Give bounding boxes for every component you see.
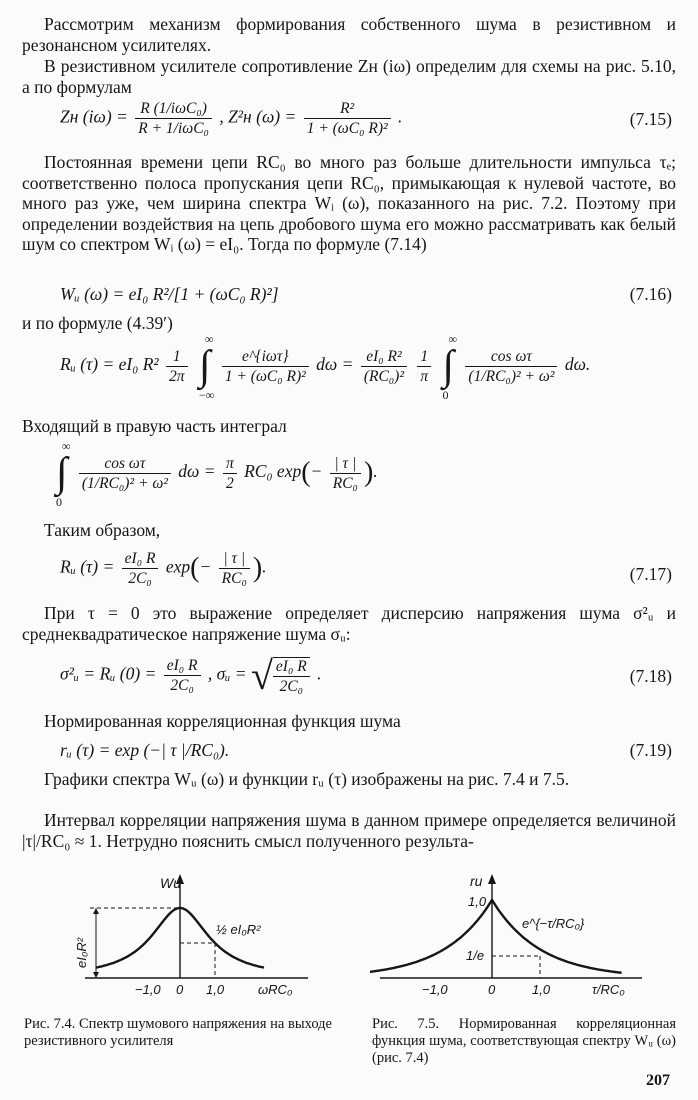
fraction — [273, 657, 310, 695]
minus-sign: − — [199, 556, 212, 577]
paragraph-correlation: Интервал корреляции напряжения шума в данном примере определяется величиной |τ|/RC₀ ≈ 1. Нетрудно пояснить смысл полученного результа- — [22, 810, 676, 851]
denominator: 2C₀ — [279, 677, 304, 695]
eq-end: dω. — [564, 354, 591, 375]
integral-upper: ∞ — [448, 332, 458, 346]
denominator: 2C₀ — [128, 570, 152, 587]
tick-label: 1,0 — [468, 894, 487, 909]
denominator: 1 + (ωC₀ R)² — [224, 367, 306, 385]
y-axis-label: ru — [470, 873, 483, 889]
fraction — [361, 348, 407, 385]
fraction — [417, 348, 431, 385]
y-axis-label: Wu — [160, 875, 181, 891]
denominator: 2C₀ — [170, 677, 194, 694]
paragraph-dispersion: При τ = 0 это выражение определяет дисперсию напряжения шума σ²ᵤ и среднеквадратическое напряжение шума σᵤ: — [22, 603, 676, 644]
integral-lower: −∞ — [198, 388, 215, 402]
denominator: 2 — [225, 474, 234, 492]
eq-mid: dω = — [178, 461, 216, 482]
page-number: 207 — [646, 1072, 670, 1089]
equation-7-17: Rᵤ (τ) = $\frac{\text{eI₀ R}}{\text{2C₀}}$ exp(− $\frac{| \tau |}{\text{RC₀}}$ ). — [60, 550, 267, 587]
correlation-curve — [370, 900, 622, 973]
eq-mid: dω = — [316, 354, 354, 375]
equation-7-18: σ²ᵤ = Rᵤ (0) = $\frac{\text{eI₀ R}}{\text{2C₀}}$ , σᵤ = √ $\frac{\text{eI₀ R}}{\text{2C₀}}$ . — [60, 653, 322, 698]
fraction — [304, 100, 391, 137]
equation-ru-integral — [60, 332, 591, 402]
integral-lower: 0 — [442, 388, 449, 402]
numerator: | τ | — [330, 455, 361, 474]
eq-lhs: Rᵤ (τ) = — [60, 556, 115, 577]
paragraph-time-constant: Постоянная времени цепи RC₀ во много раз больше длительности импульса τₑ; соответственно полоса пропускания цепи RC₀, примыкающая к нулевой частоте, во много раз уже, чем ширина спектра Wᵢ (ω), показанного на рис. 7.2. Поэтому при определении воздействия на цепь дробового шума его можно рассматривать как белый шум со спектром Wᵢ (ω) = eI₀. Тогда по формуле (7.14) — [22, 152, 676, 254]
tick-label: 0 — [488, 982, 496, 997]
fraction — [330, 455, 361, 492]
eq-lhs: σ²ᵤ = Rᵤ (0) = — [60, 663, 157, 684]
x-axis-label: τ/RC₀ — [592, 982, 625, 997]
tick-label: 1/e — [466, 948, 485, 963]
equation-number: (7.16) — [629, 284, 672, 304]
numerator: eI₀ R² — [361, 348, 407, 367]
numerator: 1 — [166, 348, 188, 367]
y-axis-arrow — [488, 874, 496, 884]
paragraph-intro: Рассмотрим механизм формирования собственного шума в резистивном и резонансном усилителях. — [22, 14, 676, 55]
numerator: cos ωτ — [79, 455, 171, 474]
fraction — [219, 550, 250, 587]
fraction — [223, 455, 237, 492]
numerator: e^{iωτ} — [222, 348, 309, 367]
numerator: cos ωτ — [465, 348, 557, 367]
max-value-label: eI₀R² — [74, 937, 89, 968]
denominator: 2π — [169, 367, 185, 385]
fraction — [465, 348, 557, 385]
sqrt-sign: √ — [250, 653, 273, 698]
curve-label: e^{−τ/RC₀} — [522, 916, 585, 931]
fraction — [135, 100, 212, 137]
denominator: (1/RC₀)² + ω² — [81, 474, 168, 492]
fraction — [222, 348, 309, 385]
paragraph-graphs: Графики спектра Wᵤ (ω) и функции rᵤ (τ) изображены на рис. 7.4 и 7.5. — [44, 769, 570, 789]
equation-7-15: Zн (iω) = $\frac{\text{R (1/iωC₀)}}{\text{R + 1/iωC₀}}$ , Z²н (ω) = $\frac{\text{R²}}{\text{1 + (ωC₀ R)²}}$ . — [60, 100, 403, 137]
paragraph-formula-ref: и по формуле (4.39′) — [22, 313, 173, 333]
eq-mid: RC₀ exp — [244, 461, 302, 482]
equation-integral-result: ∫ ∞ 0 $\frac{\text{cos ωτ}}{\text{(1/RC₀)² + ω²}}$ dω = $\frac{\pi}{2}$ RC₀ exp(− $\frac{| \tau |}{\text{RC₀}}$ ). — [56, 439, 378, 509]
paragraph-integral: Входящий в правую часть интеграл — [22, 416, 287, 436]
denominator: RC₀ — [332, 474, 358, 492]
dimension-arrow — [93, 908, 99, 914]
numerator: R (1/iωC₀) — [135, 100, 212, 119]
figure-7-4 — [40, 870, 340, 1000]
eq-lhs: Rᵤ (τ) = eI₀ R² — [60, 354, 159, 375]
paragraph-resistive: В резистивном усилителе сопротивление Zн (iω) определим для схемы на рис. 5.10, а по формулам — [22, 56, 676, 97]
x-axis-label: ωRC₀ — [258, 982, 293, 997]
numerator: eI₀ R — [273, 658, 310, 677]
numerator: | τ | — [219, 550, 250, 569]
equation-7-16: Wᵤ (ω) = eI₀ R²/[1 + (ωC₀ R)²] — [60, 284, 279, 304]
integral-sign: ∫ ∞ 0 — [442, 332, 458, 402]
caption-fig-7-4: Рис. 7.4. Спектр шумового напряжения на выходе резистивного усилителя — [24, 1016, 332, 1049]
numerator: eI₀ R — [122, 550, 159, 569]
denominator: (1/RC₀)² + ω² — [468, 367, 555, 385]
tick-label: 1,0 — [206, 982, 225, 997]
eq-lhs: Zн (iω) = — [60, 106, 128, 127]
integral-upper: ∞ — [62, 439, 71, 453]
denominator: π — [420, 367, 429, 385]
eq-mid: , Z²н (ω) = — [219, 106, 297, 127]
eq-mid: , σᵤ = — [207, 663, 247, 684]
dimension-arrow — [93, 972, 99, 978]
tick-label: −1,0 — [135, 982, 161, 997]
numerator: π — [223, 455, 237, 474]
tick-label: 1,0 — [532, 982, 551, 997]
fraction — [122, 550, 159, 587]
fraction — [164, 657, 201, 694]
integral-upper: ∞ — [204, 332, 214, 346]
equation-number: (7.15) — [629, 109, 672, 129]
equation-number: (7.18) — [629, 666, 672, 686]
integral-sign: ∫ ∞ −∞ — [198, 332, 215, 402]
paragraph-normalized: Нормированная корреляционная функция шума — [44, 711, 401, 731]
denominator: (RC₀)² — [363, 367, 404, 385]
paragraph-thus: Таким образом, — [44, 520, 161, 540]
integral-sign: ∫ ∞ 0 — [56, 439, 71, 509]
fraction — [166, 348, 188, 385]
numerator: R² — [304, 100, 391, 119]
numerator: eI₀ R — [164, 657, 201, 676]
denominator: RC₀ — [221, 570, 247, 587]
fraction — [79, 455, 171, 492]
numerator: 1 — [417, 348, 431, 367]
tick-label: −1,0 — [422, 982, 448, 997]
integral-lower: 0 — [56, 495, 62, 509]
figure-7-5 — [370, 870, 670, 1000]
tick-label: 0 — [176, 982, 184, 997]
eq-mid: exp — [165, 556, 191, 577]
half-value-label: ½ eI₀R² — [216, 922, 261, 937]
caption-fig-7-5: Рис. 7.5. Нормированная корреляционная функция шума, соответствующая спектру Wᵤ (ω) (рис. 7.4) — [372, 1016, 676, 1066]
denominator: R + 1/iωC₀ — [138, 120, 209, 137]
equation-number: (7.19) — [629, 740, 672, 760]
equation-7-19: rᵤ (τ) = exp (−| τ |/RC₀). — [60, 740, 230, 760]
equation-number: (7.17) — [629, 564, 672, 584]
denominator: 1 + (ωC₀ R)² — [306, 120, 388, 137]
minus-sign: − — [310, 461, 323, 482]
